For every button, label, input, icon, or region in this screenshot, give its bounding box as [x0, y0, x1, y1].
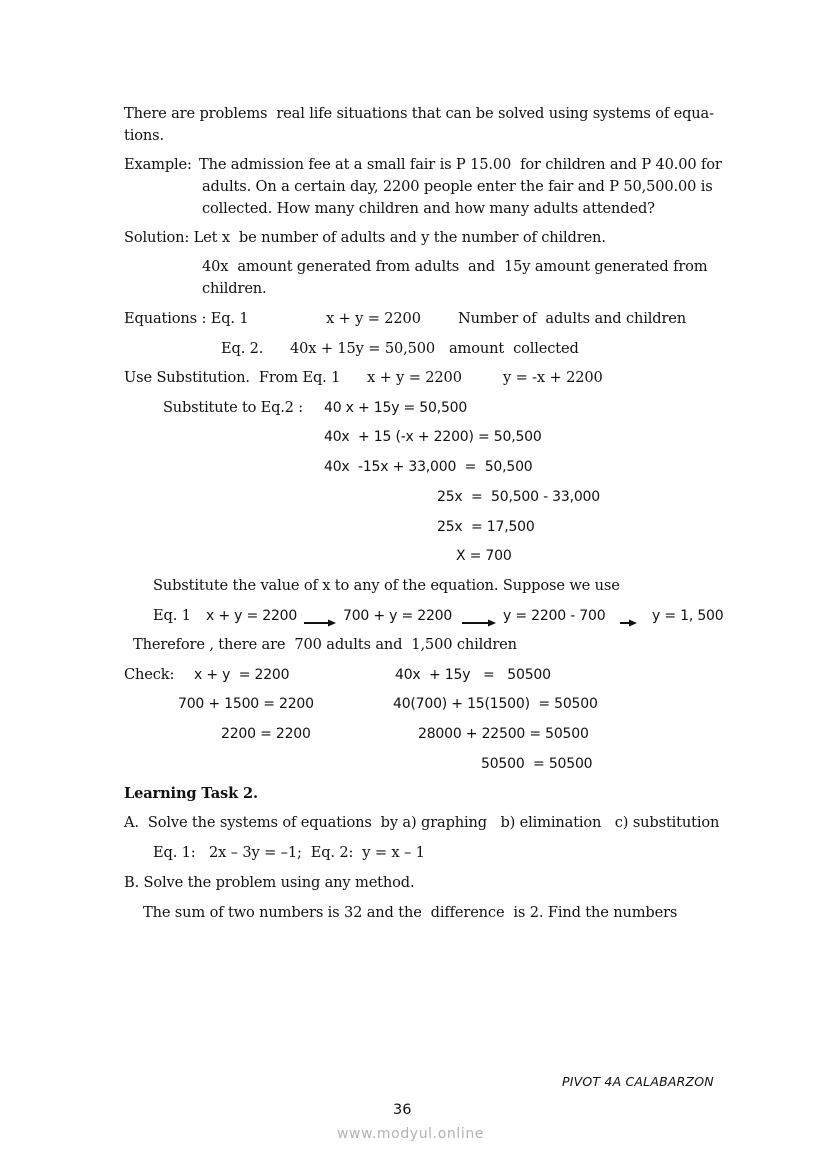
substitution-from-eq: x + y = 2200 [367, 369, 462, 386]
step-1: 40 x + 15y = 50,500 [324, 400, 468, 416]
back-sub-step-4: y = 1, 500 [652, 608, 724, 624]
solution-line-3: children. [202, 280, 267, 297]
task-a: A. Solve the systems of equations by a) graphing b) elimination c) substitution [124, 814, 720, 831]
solution-line-2: 40x amount generated from adults and 15y amount generated from [202, 258, 708, 275]
back-sub-eq-label: Eq. 1 [153, 607, 191, 624]
step-3: 40x -15x + 33,000 = 50,500 [324, 459, 533, 475]
check-right-2: 40(700) + 15(1500) = 50500 [393, 696, 598, 712]
intro-line-1: There are problems real life situations that can be solved using systems of equa- [124, 105, 714, 122]
substitution-isolated: y = -x + 2200 [503, 369, 603, 386]
check-right-1: 40x + 15y = 50500 [395, 667, 551, 683]
equation-2-description: amount collected [449, 340, 579, 357]
right-arrow-icon [620, 614, 637, 632]
right-arrow-icon [462, 614, 496, 632]
back-substitution-intro: Substitute the value of x to any of the equation. Suppose we use [153, 577, 620, 594]
page-number: 36 [393, 1102, 412, 1118]
step-5: 25x = 17,500 [437, 519, 535, 535]
footer-label: PIVOT 4A CALABARZON [562, 1074, 714, 1089]
check-left-1: x + y = 2200 [194, 667, 290, 683]
learning-task-title: Learning Task 2. [124, 785, 258, 802]
right-arrow-icon [304, 614, 336, 632]
step-6: X = 700 [456, 548, 512, 564]
example-line-3: collected. How many children and how many adults attended? [202, 200, 655, 217]
example-label: Example: [124, 156, 192, 173]
intro-line-2: tions. [124, 127, 164, 144]
task-b-problem: The sum of two numbers is 32 and the difference is 2. Find the numbers [143, 904, 678, 921]
equation-1: x + y = 2200 [326, 310, 421, 327]
example-line-1: The admission fee at a small fair is P 15.00 for children and P 40.00 for [199, 156, 722, 173]
substitution-intro: Use Substitution. From Eq. 1 [124, 369, 341, 386]
conclusion: Therefore , there are 700 adults and 1,500 children [133, 636, 517, 653]
solution-line-1: Solution: Let x be number of adults and y the number of children. [124, 229, 606, 246]
step-4: 25x = 50,500 - 33,000 [437, 489, 600, 505]
check-right-4: 50500 = 50500 [481, 756, 593, 772]
back-sub-step-3: y = 2200 - 700 [503, 608, 606, 624]
task-a-equations: Eq. 1: 2x – 3y = –1; Eq. 2: y = x – 1 [153, 844, 425, 861]
check-left-2: 700 + 1500 = 2200 [178, 696, 314, 712]
check-label: Check: [124, 666, 175, 683]
check-left-3: 2200 = 2200 [221, 726, 311, 742]
substitute-label: Substitute to Eq.2 : [163, 399, 303, 416]
equations-label: Equations : Eq. 1 [124, 310, 249, 327]
check-right-3: 28000 + 22500 = 50500 [418, 726, 589, 742]
equation-2-label: Eq. 2. [221, 340, 264, 357]
task-b: B. Solve the problem using any method. [124, 874, 415, 891]
equation-1-description: Number of adults and children [458, 310, 687, 327]
watermark: www.modyul.online [337, 1126, 485, 1142]
back-sub-step-2: 700 + y = 2200 [343, 608, 453, 624]
step-2: 40x + 15 (-x + 2200) = 50,500 [324, 429, 542, 445]
back-sub-step-1: x + y = 2200 [206, 608, 298, 624]
equation-2: 40x + 15y = 50,500 [290, 340, 435, 357]
example-line-2: adults. On a certain day, 2200 people enter the fair and P 50,500.00 is [202, 178, 713, 195]
